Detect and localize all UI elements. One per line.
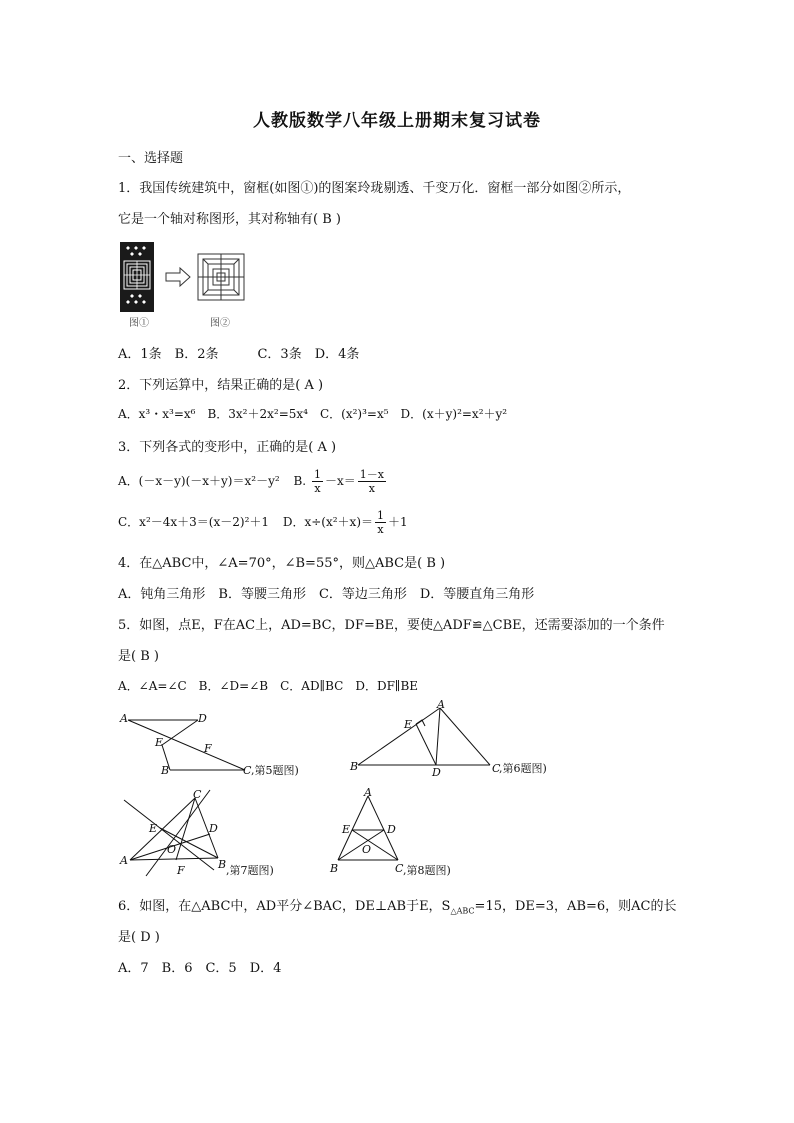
fraction-denominator: x (377, 523, 384, 536)
label-e: E (342, 823, 351, 836)
label-e: E (155, 736, 164, 749)
q3-option-d-pre: D．x÷(x²＋x)＝ (282, 515, 373, 529)
q1-options: A．1条 B．2条 C．3条 D．4条 (118, 347, 360, 362)
geometry-figures (110, 700, 590, 885)
q6-stem-post: =15，DE=3，AB=6，则AC的长 (474, 899, 677, 914)
label-f: F (177, 864, 185, 877)
label-e: E (149, 822, 158, 835)
figure-q6 (349, 700, 547, 779)
label-d: D (432, 766, 441, 779)
q1-stem-line1: 1．我国传统建筑中，窗框(如图①)的图案玲珑剔透、千变万化．窗框一部分如图②所示， (118, 181, 631, 196)
figure-q8 (329, 786, 451, 877)
caption-q7: ,第7题图) (226, 864, 274, 877)
label-d: D (387, 823, 396, 836)
q3-option-b-mid: －x＝ (324, 474, 356, 488)
label-c: C (395, 862, 404, 875)
window-figure-1 (120, 242, 154, 312)
q2-stem: 2．下列运算中，结果正确的是( A ) (118, 378, 324, 393)
q3-option-d-fraction (375, 509, 386, 536)
arrow-icon (166, 268, 190, 286)
q4-stem: 4．在△ABC中，∠A=70°，∠B=55°，则△ABC是( B ) (118, 556, 446, 571)
label-c: C (193, 788, 202, 801)
label-e: E (404, 718, 413, 731)
q3-option-c: C．x²－4x＋3＝(x－2)²＋1 (118, 515, 270, 529)
label-b: B (218, 858, 227, 871)
fraction-denominator: x (314, 482, 321, 495)
q6-area-subscript: △ABC (450, 906, 475, 916)
label-c: C (492, 762, 501, 775)
q3-option-b-fraction1 (312, 468, 323, 495)
label-a: A (120, 712, 128, 725)
label-o: O (167, 843, 177, 856)
q5-stem-line2: 是( B ) (118, 649, 159, 664)
caption-q5: ,第5题图) (251, 764, 299, 777)
q5-options: A．∠A=∠C B．∠D=∠B C．AD∥BC D．DF∥BE (118, 679, 419, 693)
fraction-numerator: 1 (313, 468, 321, 481)
fig2-caption: 图② (210, 318, 230, 329)
q3-stem: 3．下列各式的变形中，正确的是( A ) (118, 440, 337, 455)
label-a: A (120, 854, 128, 867)
fig1-caption: 图① (129, 318, 149, 329)
q5-stem-line1: 5．如图，点E，F在AC上，AD=BC，DF=BE，要使△ADF≌△CBE，还需要添加的一个条件 (118, 618, 665, 633)
q6-stem-pre: 6．如图，在△ABC中，AD平分∠BAC，DE⊥AB于E，S (118, 899, 451, 914)
q6-stem-line1 (118, 895, 677, 916)
section-heading: 一、选择题 (118, 151, 184, 166)
caption-q6: ,第6题图) (499, 762, 547, 775)
label-b: B (330, 862, 339, 875)
fraction-denominator: x (368, 482, 375, 495)
q1-window-figures (118, 240, 258, 330)
q3-options-row1 (118, 464, 388, 498)
q6-stem-line2: 是( D ) (118, 930, 160, 945)
fraction-numerator: 1 (377, 509, 384, 522)
label-f: F (204, 742, 212, 755)
label-b: B (161, 764, 170, 777)
label-o: O (362, 843, 372, 856)
label-a: A (437, 700, 445, 711)
q3-option-a: A．(－x－y)(－x＋y)＝x²－y² (118, 474, 280, 488)
q3-options-row2 (118, 505, 408, 539)
q3-option-b-label: B. (293, 474, 307, 488)
label-a: A (364, 786, 372, 799)
label-d: D (198, 712, 207, 725)
q4-options: A．钝角三角形 B．等腰三角形 C．等边三角形 D．等腰直角三角形 (118, 587, 535, 602)
fraction-numerator: 1－x (359, 468, 384, 481)
window-figure-2 (198, 254, 244, 300)
label-d: D (209, 822, 218, 835)
q2-options: A．x³・x³=x⁶ B．3x²＋2x²=5x⁴ C．(x²)³=x⁵ D．(x＋y)²=x²＋y² (118, 407, 508, 421)
caption-q8: ,第8题图) (403, 864, 451, 877)
label-b: B (350, 760, 359, 773)
q3-option-d-post: ＋1 (388, 515, 408, 529)
label-c: C (243, 764, 252, 777)
q1-stem-line2: 它是一个轴对称图形，其对称轴有( B ) (118, 212, 341, 227)
figure-q7 (119, 788, 274, 877)
q3-option-b-fraction2 (358, 468, 386, 495)
page-title: 人教版数学八年级上册期末复习试卷 (253, 111, 541, 131)
q6-options: A．7 B．6 C．5 D．4 (118, 961, 282, 976)
figure-q5 (119, 712, 299, 777)
